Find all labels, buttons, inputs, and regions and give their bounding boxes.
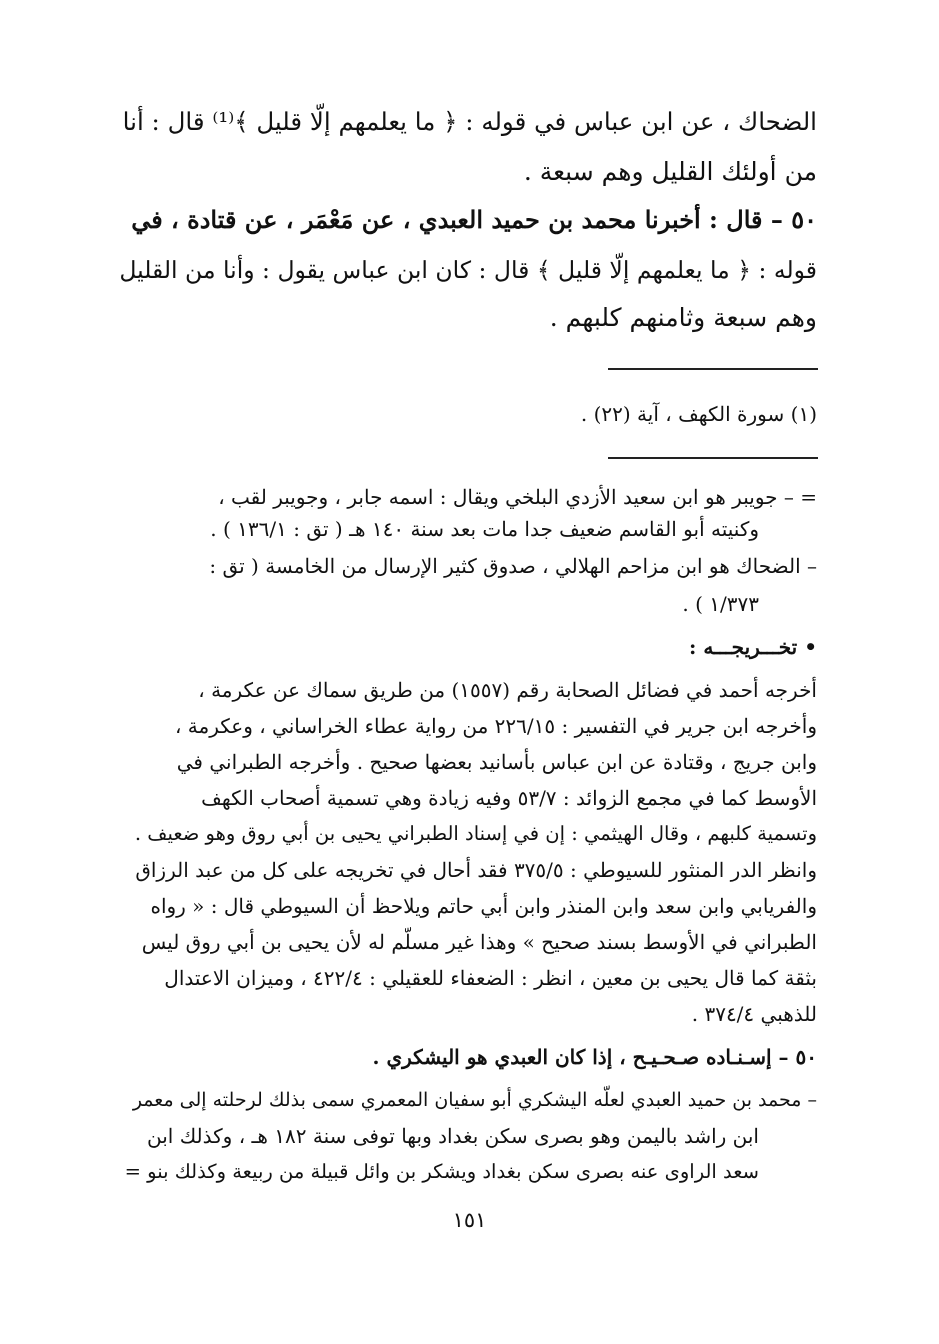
commentary-line: أخرجه أحمد في فضائل الصحابة رقم (١٥٥٧) من طريق سماك عن عكرمة ،: [198, 678, 817, 702]
commentary-line: وكنيته أبو القاسم ضعيف جدا مات بعد سنة ١٤٠ هـ ( تق : ١٣٦/١ ) .: [210, 517, 759, 541]
page-number: ١٥١: [452, 1208, 487, 1232]
commentary-separator: [608, 457, 818, 459]
commentary-line: سعد الراوى عنه بصرى سكن بغداد ويشكر بن وائل قبيلة من ربيعة وكذلك بنو =: [124, 1160, 759, 1183]
commentary-line: للذهبي ٣٧٤/٤ .: [691, 1002, 817, 1026]
isnad-heading: ٥٠ – إسـنـاده صـحـيـح ، إذا كان العبدي هو اليشكري .: [372, 1045, 817, 1069]
commentary-line: – الضحاك هو ابن مزاحم الهلالي ، صدوق كثير الإرسال من الخامسة ( تق :: [209, 554, 817, 578]
commentary-line: الأوسط كما في مجمع الزوائد : ٥٣/٧ وفيه زيادة وهي تسمية أصحاب الكهف: [201, 786, 817, 810]
footnote-separator: [608, 368, 818, 370]
main-text-line: الضحاك ، عن ابن عباس في قوله : ﴿ ما يعلمهم إلّا قليل ﴾⁽¹⁾ قال : أنا: [122, 107, 817, 136]
commentary-line: ١/٣٧٣ ) .: [682, 592, 759, 616]
commentary-line: والفريابي وابن سعد وابن المنذر وابن أبي حاتم ويلاحظ أن السيوطي قال : « رواه: [150, 894, 817, 918]
commentary-line: بثقة كما قال يحيى بن معين ، انظر : الضعفاء للعقيلي : ٤٢٢/٤ ، وميزان الاعتدال: [164, 966, 817, 990]
commentary-line: = – جويبر هو ابن سعيد الأزدي البلخي ويقال : اسمه جابر ، وجويبر لقب ،: [218, 485, 817, 509]
commentary-line: وتسمية كلبهم ، وقال الهيثمي : إن في إسناد الطبراني يحيى بن أبي روق وهو ضعيف .: [134, 822, 817, 845]
commentary-line: – محمد بن حميد العبدي لعلّه اليشكري أبو سفيان المعمري سمى بذلك لرحلته إلى معمر: [132, 1089, 817, 1111]
main-text-line: قوله : ﴿ ما يعلمهم إلّا قليل ﴾ قال : كان ابن عباس يقول : وأنا من القليل: [119, 256, 817, 284]
commentary-line: وأخرجه ابن جرير في التفسير : ٢٢٦/١٥ من رواية عطاء الخراساني ، وعكرمة ،: [174, 714, 817, 738]
main-text-line: ٥٠ – قال : أخبرنا محمد بن حميد العبدي ، عن مَعْمَر ، عن قتادة ، في: [131, 205, 817, 234]
main-text-line: من أولئك القليل وهم سبعة .: [523, 157, 817, 186]
main-text-line: وهم سبعة وثامنهم كلبهم .: [549, 303, 817, 332]
footnote-text: (١) سورة الكهف ، آية (٢٢) .: [580, 402, 817, 426]
commentary-line: وانظر الدر المنثور للسيوطي : ٣٧٥/٥ فقد أحال في تخريجه على كل من عبد الرزاق: [135, 858, 817, 882]
commentary-line: وابن جريج ، وقتادة عن ابن عباس بأسانيد بعضها صحيح . وأخرجه الطبراني في: [176, 750, 817, 774]
commentary-line: ابن راشد باليمن وهو بصرى سكن بغداد وبها توفى سنة ١٨٢ هـ ، وكذلك ابن: [147, 1124, 759, 1148]
commentary-line: الطبراني في الأوسط بسند صحيح » وهذا غير مسلّم له لأن يحيى بن أبي روق ليس: [141, 930, 817, 954]
section-heading: • تخـــريجـــه :: [689, 635, 817, 659]
